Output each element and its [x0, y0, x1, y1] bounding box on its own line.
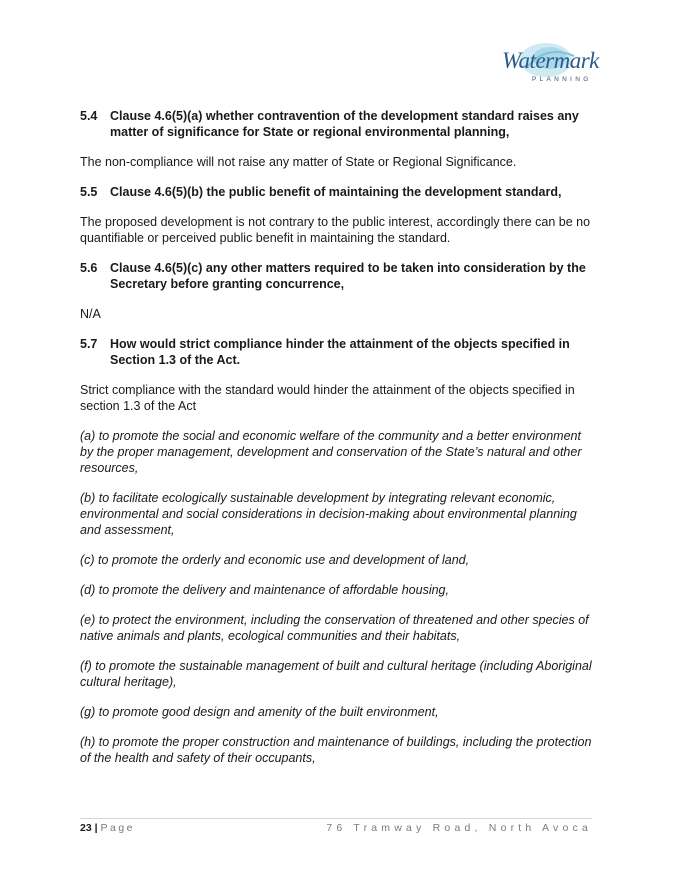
section-title: Clause 4.6(5)(b) the public benefit of maintaining the development standard,: [110, 185, 562, 199]
document-body: [80, 108, 594, 780]
object-f: (f) to promote the sustainable management of built and cultural heritage (including Aboriginal cultural heritage),: [80, 659, 592, 689]
footer-address: 76 Tramway Road, North Avoca: [326, 822, 592, 834]
object-e: (e) to protect the environment, including the conservation of threatened and other species of native animals and plants, ecological communities and their habitats,: [80, 613, 589, 643]
logo-wordmark: Watermark: [502, 48, 599, 73]
section-heading-5-5: [80, 184, 594, 200]
section-5-4-body: The non-compliance will not raise any matter of State or Regional Significance.: [80, 155, 517, 169]
section-title: Clause 4.6(5)(c) any other matters required to be taken into consideration by the Secretary before granting concurrence,: [110, 261, 586, 291]
logo-subtitle: PLANNING: [532, 76, 592, 83]
object-g: (g) to promote good design and amenity of the built environment,: [80, 705, 439, 719]
section-5-6-body: N/A: [80, 307, 101, 321]
section-number: 5.7: [80, 337, 98, 351]
section-heading-5-6: [80, 260, 594, 292]
object-h: (h) to promote the proper construction and maintenance of buildings, including the protection of the health and safety of their occupants,: [80, 735, 592, 765]
page-indicator: [80, 822, 135, 834]
page-footer: [80, 818, 592, 834]
object-a: (a) to promote the social and economic welfare of the community and a better environment by the proper management, development and conservation of the State’s natural and other resources,: [80, 429, 582, 475]
section-number: 5.6: [80, 261, 98, 275]
section-number: 5.5: [80, 185, 98, 199]
section-number: 5.4: [80, 109, 98, 123]
section-heading-5-7: [80, 336, 594, 368]
section-title: Clause 4.6(5)(a) whether contravention of the development standard raises any matter of significance for State or regional environmental planning,: [110, 109, 579, 139]
section-5-7-body: Strict compliance with the standard would hinder the attainment of the objects specified in section 1.3 of the Act: [80, 383, 575, 413]
object-c: (c) to promote the orderly and economic use and development of land,: [80, 553, 470, 567]
page-separator: |: [94, 822, 98, 834]
section-5-5-body: The proposed development is not contrary to the public interest, accordingly there can be no quantifiable or perceived public benefit in maintaining the standard.: [80, 215, 591, 245]
watermark-planning-logo: [496, 38, 600, 88]
section-heading-5-4: [80, 108, 594, 140]
section-title: How would strict compliance hinder the attainment of the objects specified in Section 1.3 of the Act.: [110, 337, 570, 367]
page-label: Page: [100, 822, 136, 834]
object-d: (d) to promote the delivery and maintenance of affordable housing,: [80, 583, 449, 597]
object-b: (b) to facilitate ecologically sustainable development by integrating relevant economic, environmental and social considerations in decision-making about environmental planning and assessment,: [80, 491, 577, 537]
page-number: 23: [80, 822, 92, 834]
